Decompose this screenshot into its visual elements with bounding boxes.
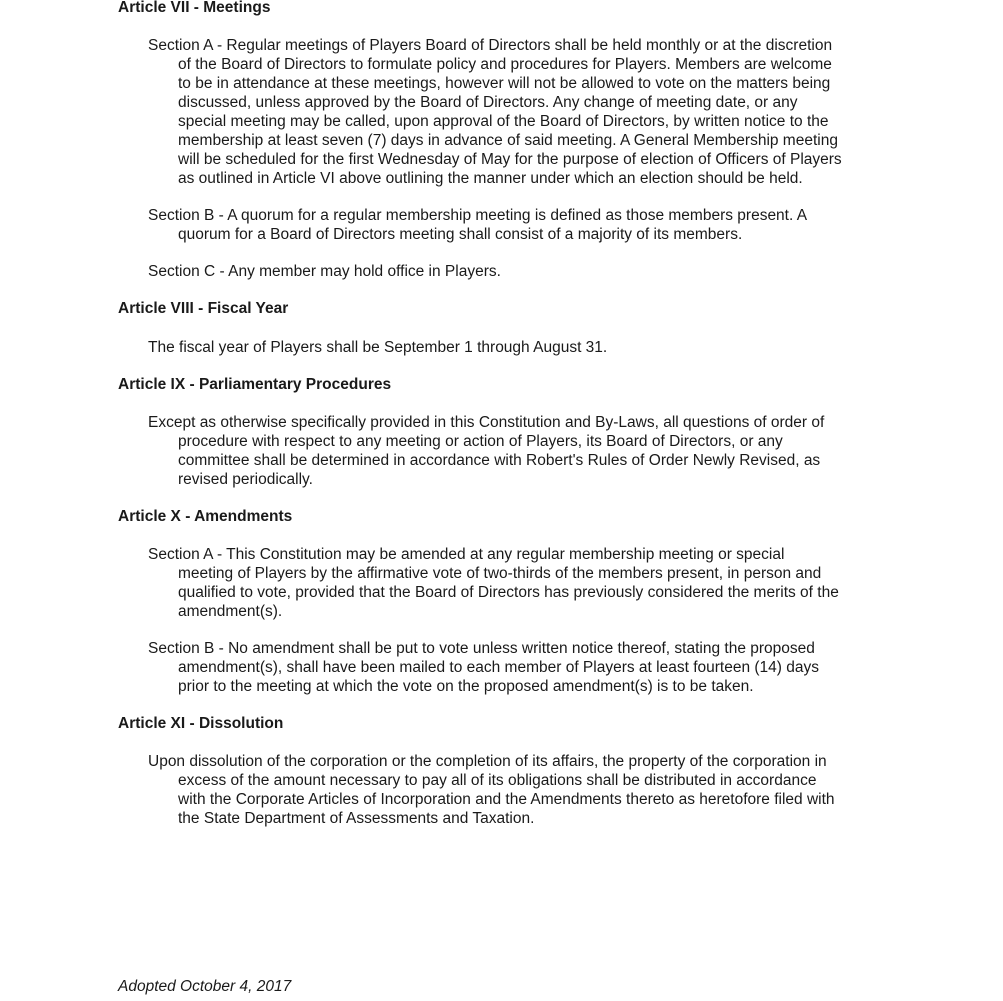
paragraph-line: amendment(s).: [178, 603, 283, 620]
paragraph-line: committee shall be determined in accordance with Robert's Rules of Order Newly Revised, as: [178, 452, 821, 469]
paragraph-line: The fiscal year of Players shall be September 1 through August 31.: [148, 339, 608, 356]
article-xi-body: [148, 752, 893, 828]
paragraph-line: amendment(s), shall have been mailed to each member of Players at least fourteen (14) days: [178, 659, 819, 676]
article-vii-section-b: [148, 206, 893, 244]
paragraph-line: with the Corporate Articles of Incorporation and the Amendments thereto as heretofore filed with: [178, 791, 835, 808]
paragraph-line: membership at least seven (7) days in advance of said meeting. A General Membership meeting: [178, 132, 838, 149]
adopted-date: Adopted October 4, 2017: [118, 978, 292, 995]
article-x-section-b: [148, 639, 893, 696]
paragraph-line: Section C - Any member may hold office in Players.: [148, 263, 501, 280]
paragraph-line: will be scheduled for the first Wednesday of May for the purpose of election of Officers of Players: [178, 151, 842, 168]
paragraph-line: Upon dissolution of the corporation or the completion of its affairs, the property of the corporation in: [148, 753, 827, 770]
paragraph-line: procedure with respect to any meeting or action of Players, its Board of Directors, or any: [178, 433, 783, 450]
paragraph-line: as outlined in Article VI above outlining the manner under which an election should be held.: [178, 170, 803, 187]
paragraph-line: Section A - Regular meetings of Players Board of Directors shall be held monthly or at the discretion: [148, 37, 833, 54]
article-xi-heading: Article XI - Dissolution: [118, 715, 284, 732]
paragraph-line: to be in attendance at these meetings, however will not be allowed to vote on the matters being: [178, 75, 831, 92]
article-viii-heading: Article VIII - Fiscal Year: [118, 300, 289, 317]
paragraph-line: special meeting may be called, upon approval of the Board of Directors, by written notice to the: [178, 113, 829, 130]
article-vii-section-a: [148, 36, 893, 188]
paragraph-line: prior to the meeting at which the vote on the proposed amendment(s) is to be taken.: [178, 678, 754, 695]
paragraph-line: excess of the amount necessary to pay all of its obligations shall be distributed in accordance: [178, 772, 817, 789]
paragraph-line: revised periodically.: [178, 471, 313, 488]
article-vii-section-c: [148, 262, 893, 281]
paragraph-line: quorum for a Board of Directors meeting shall consist of a majority of its members.: [178, 226, 743, 243]
article-ix-heading: Article IX - Parliamentary Procedures: [118, 376, 392, 393]
paragraph-line: of the Board of Directors to formulate policy and procedures for Players. Members are welcome: [178, 56, 832, 73]
paragraph-line: the State Department of Assessments and Taxation.: [178, 810, 535, 827]
article-vii-heading: Article VII - Meetings: [118, 0, 271, 16]
article-viii-body: [148, 338, 893, 357]
paragraph-line: qualified to vote, provided that the Board of Directors has previously considered the merits of the: [178, 584, 839, 601]
paragraph-line: Section B - A quorum for a regular membership meeting is defined as those members present. A: [148, 207, 808, 224]
paragraph-line: discussed, unless approved by the Board of Directors. Any change of meeting date, or any: [178, 94, 798, 111]
paragraph-line: Section B - No amendment shall be put to vote unless written notice thereof, stating the proposed: [148, 640, 815, 657]
article-x-heading: Article X - Amendments: [118, 508, 293, 525]
article-ix-body: [148, 413, 893, 489]
paragraph-line: meeting of Players by the affirmative vote of two-thirds of the members present, in person and: [178, 565, 822, 582]
article-x-section-a: [148, 545, 893, 621]
paragraph-line: Section A - This Constitution may be amended at any regular membership meeting or special: [148, 546, 785, 563]
paragraph-line: Except as otherwise specifically provided in this Constitution and By-Laws, all questions of order of: [148, 414, 825, 431]
